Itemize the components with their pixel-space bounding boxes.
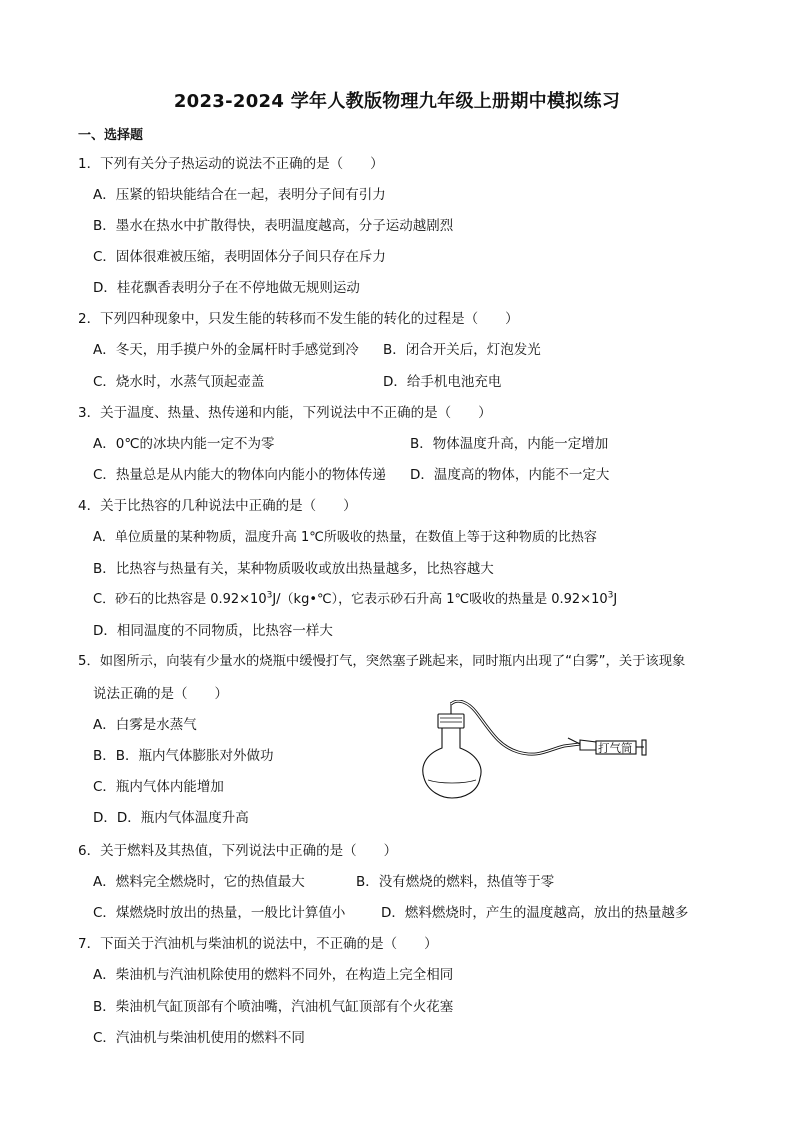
question-3-option-b: B．物体温度升高，内能一定增加 <box>410 436 609 452</box>
question-1-stem: 1．下列有关分子热运动的说法不正确的是（ ） <box>78 156 384 172</box>
question-5-option-a: A．白雾是水蒸气 <box>93 717 197 733</box>
question-1-option-d: D．桂花飘香表明分子在不停地做无规则运动 <box>93 280 360 296</box>
question-7-option-c: C．汽油机与柴油机使用的燃料不同 <box>93 1030 305 1046</box>
question-2-option-b: B．闭合开关后，灯泡发光 <box>383 342 541 358</box>
question-7-stem: 7．下面关于汽油机与柴油机的说法中，不正确的是（ ） <box>78 936 438 952</box>
question-6-option-a: A．燃料完全燃烧时，它的热值最大 <box>93 874 305 890</box>
question-4-option-c: C．砂石的比热容是 $0.92\times 10^3J/(kg•℃)$，它表示砂石升高 1℃吸收的热量是 $0.92\times 10^3J$ <box>93 590 618 607</box>
flask-pump-figure <box>418 700 648 800</box>
question-7-option-b: B．柴油机气缸顶部有个喷油嘴，汽油机气缸顶部有个火花塞 <box>93 999 454 1015</box>
page-title: 2023-2024 学年人教版物理九年级上册期中模拟练习 <box>173 91 621 112</box>
question-2-option-a: A．冬天，用手摸户外的金属杆时手感觉到冷 <box>93 342 359 358</box>
question-5-option-c: C．瓶内气体内能增加 <box>93 779 224 795</box>
question-2-option-d: D．给手机电池充电 <box>383 374 502 390</box>
question-2-stem: 2．下列四种现象中，只发生能的转移而不发生能的转化的过程是（ ） <box>78 311 519 327</box>
air-tube <box>451 701 580 754</box>
question-4-option-a: A．单位质量的某种物质，温度升高 1℃所吸收的热量，在数值上等于这种物质的比热容 <box>93 530 597 545</box>
question-2-option-c: C．烧水时，水蒸气顶起壶盖 <box>93 374 265 390</box>
question-1-option-b: B．墨水在热水中扩散得快，表明温度越高，分子运动越剧烈 <box>93 218 454 234</box>
question-3-option-d: D．温度高的物体，内能不一定大 <box>410 467 610 483</box>
flask-icon <box>423 702 481 798</box>
question-1-option-c: C．固体很难被压缩，表明固体分子间只存在斥力 <box>93 249 386 265</box>
question-4-stem: 4．关于比热容的几种说法中正确的是（ ） <box>78 498 357 514</box>
question-3-option-a: A．0℃的冰块内能一定不为零 <box>93 436 275 452</box>
question-3-option-c: C．热量总是从内能大的物体向内能小的物体传递 <box>93 467 386 483</box>
section-heading: 一、选择题 <box>78 128 144 143</box>
question-6-option-b: B．没有燃烧的燃料，热值等于零 <box>356 874 555 890</box>
question-5-stem-line1: 5．如图所示，向装有少量水的烧瓶中缓慢打气，突然塞子跳起来，同时瓶内出现了“白雾”，关于该现象 <box>78 654 686 669</box>
question-1-option-a: A．压紧的铅块能结合在一起，表明分子间有引力 <box>93 187 386 203</box>
question-3-stem: 3．关于温度、热量、热传递和内能，下列说法中不正确的是（ ） <box>78 405 492 421</box>
question-6-option-d: D．燃料燃烧时，产生的温度越高，放出的热量越多 <box>381 905 689 921</box>
question-4-option-b: B．比热容与热量有关，某种物质吸收或放出热量越多，比热容越大 <box>93 561 494 577</box>
pump-label: 打气筒 <box>598 741 633 755</box>
question-5-stem-line2: 说法正确的是（ ） <box>93 686 228 702</box>
question-6-stem: 6．关于燃料及其热值，下列说法中正确的是（ ） <box>78 843 398 859</box>
question-4-option-d: D．相同温度的不同物质，比热容一样大 <box>93 623 333 639</box>
question-7-option-a: A．柴油机与汽油机除使用的燃料不同外，在构造上完全相同 <box>93 967 454 983</box>
question-5-option-d: D．D．瓶内气体温度升高 <box>93 810 249 826</box>
question-5-option-b: B．B．瓶内气体膨胀对外做功 <box>93 748 274 764</box>
question-6-option-c: C．煤燃烧时放出的热量，一般比计算值小 <box>93 905 346 921</box>
